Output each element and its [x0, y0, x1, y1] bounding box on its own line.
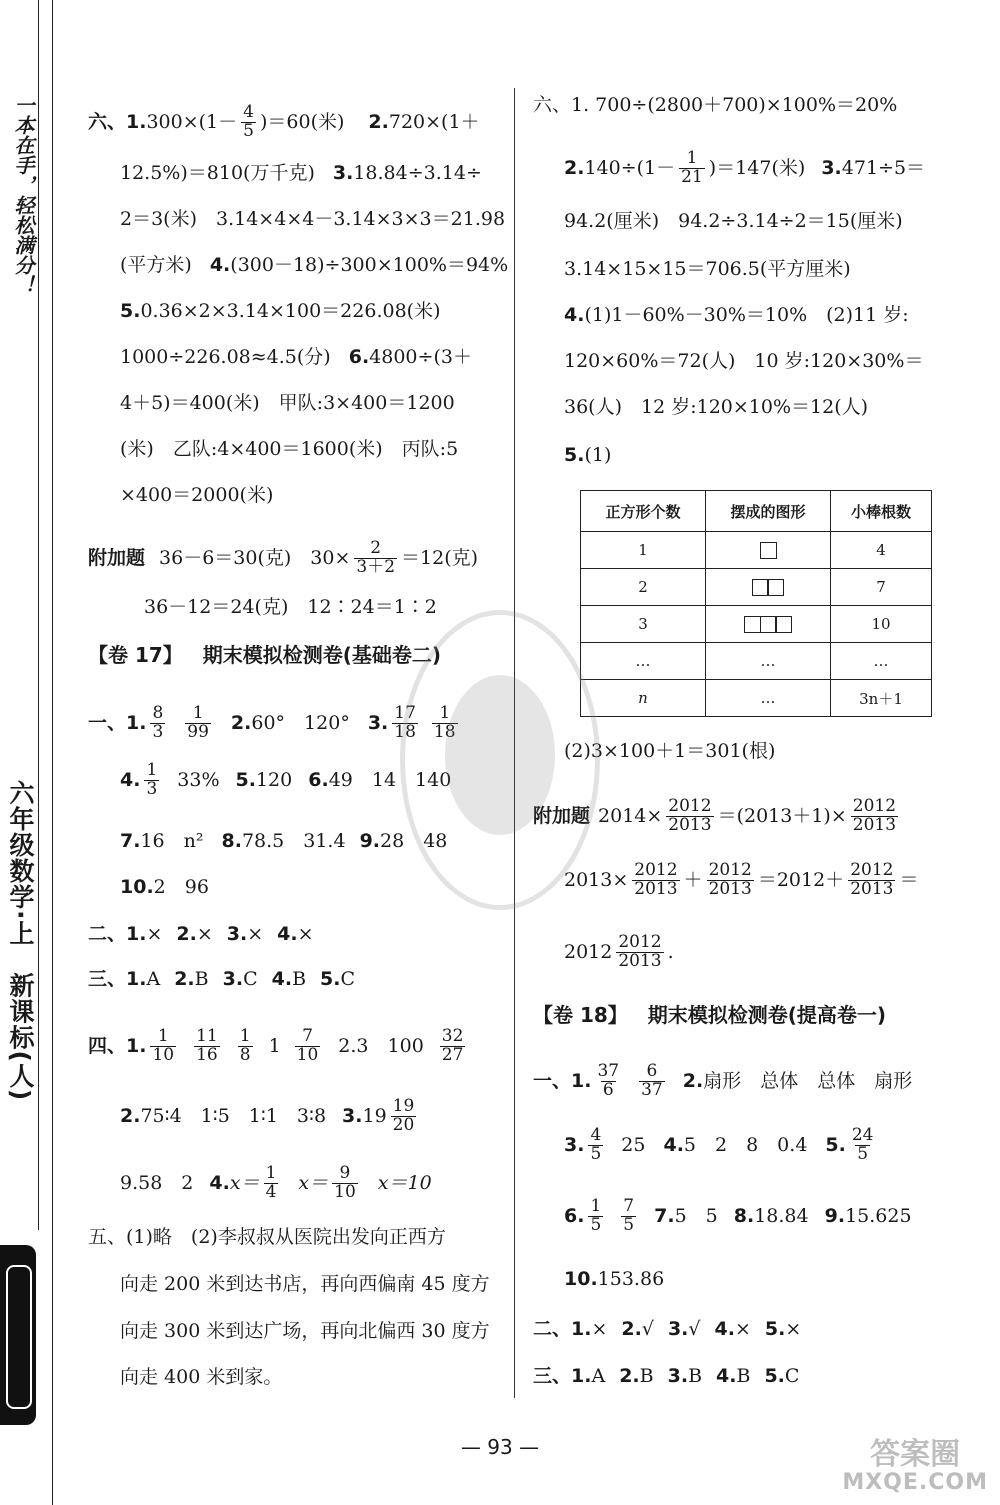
answer-mark: × — [196, 923, 213, 945]
sidebar-rule-outer — [52, 0, 53, 1505]
answer-mark: × — [785, 1318, 802, 1340]
fraction — [238, 1028, 253, 1065]
paper-label: 【卷 18】 — [533, 1003, 628, 1027]
q-number: 二、1. — [533, 1318, 592, 1340]
watermark-text: 答案圈 — [870, 1436, 961, 1472]
fraction-numerator: 8 — [152, 703, 164, 723]
q-number: 5. — [764, 1365, 785, 1387]
q-number: 4. — [663, 1133, 684, 1156]
fraction-numerator: 1 — [192, 703, 204, 723]
fraction — [621, 1198, 636, 1235]
q-number: 二、1. — [88, 923, 147, 945]
left-extra-line2: 36－12＝24(克) 12∶24＝1∶2 — [144, 596, 437, 618]
q-number: 2. — [120, 1104, 141, 1127]
fraction-denominator: 2013 — [708, 878, 752, 899]
fraction — [707, 862, 754, 899]
squares-table — [580, 490, 932, 717]
answer-choice: C — [340, 968, 356, 990]
fraction — [432, 705, 458, 742]
sidebar-book-title: 六年级数学·上 新课标(人) — [6, 780, 35, 1102]
fraction-denominator: 8 — [239, 1044, 251, 1065]
table-cell: … — [706, 680, 831, 717]
answer-choice: B — [292, 968, 307, 990]
right-extra-line1 — [533, 798, 902, 835]
right-s6-line1: 六、1. 700÷(2800＋700)×100%＝20% — [533, 94, 898, 116]
fraction-denominator: 18 — [433, 721, 456, 742]
fraction-numerator: 6 — [646, 1061, 658, 1081]
fraction-numerator: 1 — [146, 760, 158, 780]
answer-text: 120 — [255, 768, 293, 791]
left-p4-row1 — [88, 1028, 469, 1065]
fraction-denominator: 4 — [265, 1181, 277, 1202]
left-s6-line4 — [120, 256, 508, 275]
q-number: 四、1. — [88, 1034, 147, 1057]
fraction-denominator: 18 — [394, 721, 416, 742]
left-p4-row3 — [120, 1165, 432, 1202]
sidebar — [0, 0, 62, 1505]
left-p4-row2 — [120, 1098, 420, 1135]
q-number: 4. — [271, 968, 293, 990]
fraction-numerator: 2 — [370, 538, 382, 558]
answer-text: 720×(1＋ — [388, 110, 480, 133]
left-extra-line1 — [88, 540, 478, 577]
q-number: 4. — [120, 768, 141, 791]
q-number: 5. — [235, 768, 256, 791]
answer-text: ＝(2013＋1)× — [717, 804, 847, 827]
left-p5-line2: 向走 200 米到达书店，再向西偏南 45 度方 — [120, 1273, 490, 1295]
fraction-denominator: 3＋2 — [356, 556, 396, 577]
answer-text: 25 — [621, 1133, 646, 1156]
table-cell: … — [581, 643, 706, 680]
square-shape-1 — [706, 532, 831, 569]
answer-text: (300－18)÷300×100%＝94% — [230, 254, 509, 276]
fraction-denominator: 3 — [152, 721, 164, 742]
answer-text: 19 — [362, 1104, 387, 1127]
q-number: 5. — [320, 968, 341, 990]
answer-text: 18.84 — [754, 1204, 809, 1227]
answer-text: (1)1－60%－30%＝10% (2)11 岁: — [584, 304, 909, 326]
answer-text: 15.625 — [845, 1204, 912, 1227]
left-s6-line9: ×400＝2000(米) — [120, 484, 274, 506]
answer-mark: × — [297, 923, 314, 945]
fraction-numerator: 2012 — [618, 932, 662, 952]
q-number: 8. — [733, 1204, 755, 1227]
answer-text: 2 96 — [153, 876, 209, 898]
q-number: 9. — [824, 1204, 846, 1227]
fraction — [264, 1165, 279, 1202]
answer-text: 4800÷(3＋ — [369, 346, 472, 368]
watermark-url: MXQE.COM — [842, 1469, 988, 1495]
answer-text: (1) — [584, 444, 612, 466]
fraction-denominator: 21 — [681, 166, 703, 187]
left-p3 — [88, 970, 355, 989]
fraction-denominator: 5 — [857, 1143, 869, 1164]
fraction — [185, 705, 211, 742]
q-number: 3. — [667, 1365, 689, 1387]
right-s6-line6: 120×60%＝72(人) 10 岁:120×30%＝ — [564, 350, 924, 372]
answer-choice: B — [194, 968, 209, 990]
answer-text: . — [667, 940, 674, 963]
fraction-numerator: 2012 — [852, 796, 897, 816]
q-number: 9. — [359, 830, 381, 852]
fraction-numerator: 4 — [243, 102, 254, 122]
fraction — [850, 1127, 876, 1164]
q-number: 5. — [120, 300, 141, 322]
right-p1-row2 — [564, 1127, 880, 1164]
fraction — [194, 1028, 220, 1065]
answer-text: 75∶4 1∶5 1∶1 3∶8 — [140, 1104, 327, 1127]
answer-choice: A — [146, 968, 161, 990]
answer-text: ＋ — [683, 868, 703, 891]
right-extra-line2 — [564, 862, 918, 899]
right-p3 — [533, 1367, 799, 1386]
fraction-denominator: 2013 — [668, 814, 712, 835]
table-cell: 1 — [581, 532, 706, 569]
answer-text: 49 14 140 — [328, 768, 452, 791]
fraction-numerator: 1 — [265, 1163, 277, 1183]
fraction-denominator: 2013 — [852, 814, 897, 835]
fraction-denominator: 6 — [602, 1079, 614, 1100]
q-number: 3. — [821, 156, 842, 179]
answer-text: 2012 — [564, 940, 613, 963]
answer-text: 扇形 总体 总体 扇形 — [703, 1069, 913, 1092]
fraction-denominator: 20 — [392, 1114, 415, 1135]
answer-text: 33% — [177, 768, 220, 791]
right-s6-line4: 3.14×15×15＝706.5(平方厘米) — [564, 258, 851, 280]
answer-text: 1000÷226.08≈4.5(分) — [120, 346, 331, 368]
fraction-denominator: 5 — [623, 1214, 635, 1235]
answer-text: )＝60(米) — [259, 110, 345, 133]
q-number: 4. — [716, 1365, 737, 1387]
q-number: 6. — [308, 768, 329, 791]
q-number: 3. — [667, 1318, 689, 1340]
left-s6-line5 — [120, 302, 440, 321]
q-number: 三、1. — [533, 1365, 592, 1387]
fraction-denominator: 99 — [187, 721, 209, 742]
table-row — [581, 569, 932, 606]
fraction-numerator: 2012 — [850, 860, 894, 880]
left-p2 — [88, 925, 314, 944]
fraction-denominator: 37 — [641, 1079, 663, 1100]
fraction-denominator: 27 — [441, 1044, 464, 1065]
left-s6-line8: (米) 乙队:4×400＝1600(米) 丙队:5 — [120, 438, 459, 460]
q-number: 5. — [825, 1133, 846, 1156]
answer-text: x＝10 — [377, 1171, 432, 1194]
answer-text: 16 n² — [140, 830, 204, 852]
answer-choice: C — [784, 1365, 800, 1387]
q-number: 六、1. — [88, 110, 147, 133]
answer-text: 36－6＝30(克) 30× — [159, 546, 351, 569]
answer-mark: × — [734, 1318, 751, 1340]
q-number: 2. — [564, 156, 585, 179]
fraction — [144, 762, 159, 799]
fraction — [150, 1028, 176, 1065]
right-q5b: (2)3×100＋1＝301(根) — [564, 740, 776, 762]
section-heading-juan17 — [88, 645, 441, 665]
answer-text: 140÷ — [584, 156, 637, 179]
answer-text: 300× — [146, 110, 199, 133]
fraction-numerator: 2012 — [708, 860, 752, 880]
fraction-denominator: 5 — [590, 1214, 602, 1235]
q-number: 一、1. — [88, 711, 147, 734]
answer-text: x＝ — [229, 1171, 260, 1194]
table-row — [581, 643, 932, 680]
sidebar-slogan: 一本在手，轻松满分！ — [11, 95, 35, 295]
answer-mark: √ — [688, 1318, 701, 1340]
q-number: 5. — [764, 1318, 786, 1340]
fraction-numerator: 32 — [441, 1026, 464, 1046]
fraction-numerator: 19 — [392, 1096, 415, 1116]
fraction — [616, 934, 663, 971]
answer-choice: B — [736, 1365, 751, 1387]
left-s6-line6 — [120, 348, 472, 367]
right-s6-line3: 94.2(厘米) 94.2÷3.14÷2＝15(厘米) — [564, 210, 903, 232]
table-row — [581, 532, 932, 569]
answer-text: 9.58 2 — [120, 1171, 194, 1194]
right-p2 — [533, 1320, 801, 1339]
fraction — [666, 798, 713, 835]
answer-choice: A — [591, 1365, 606, 1387]
q-number: 3. — [342, 1104, 363, 1127]
paper-title: 期末模拟检测卷(基础卷二) — [202, 643, 442, 667]
q-number: 10. — [120, 876, 154, 898]
left-p1-row4 — [120, 878, 209, 897]
q-number: 4. — [277, 923, 298, 945]
q-number: 3. — [226, 923, 248, 945]
table-header: 小棒根数 — [831, 491, 932, 532]
table-cell: … — [831, 643, 932, 680]
answer-text: (1－ — [198, 110, 238, 133]
right-s6-line5 — [564, 306, 909, 325]
answer-text: 78.5 31.4 — [241, 830, 346, 852]
q-number: 2. — [682, 1069, 704, 1092]
q-number: 3. — [564, 1133, 585, 1156]
table-cell: 7 — [831, 569, 932, 606]
answer-text: ＝12(克) — [401, 546, 479, 569]
q-number: 2. — [368, 110, 389, 133]
fraction-numerator: 1 — [686, 148, 698, 168]
fraction-denominator: 10 — [296, 1044, 319, 1065]
table-cell: 3 — [581, 606, 706, 643]
q-number: 7. — [120, 830, 141, 852]
fraction — [632, 862, 679, 899]
q-number: 2. — [176, 923, 197, 945]
q-number: 2. — [230, 711, 252, 734]
table-cell: 10 — [831, 606, 932, 643]
answer-text: 2014× — [598, 804, 663, 827]
right-p1-row3 — [564, 1198, 912, 1235]
answer-text: x＝ — [298, 1171, 329, 1194]
q-number: 2. — [619, 1365, 640, 1387]
fraction-numerator: 17 — [394, 703, 416, 723]
answer-mark: × — [591, 1318, 608, 1340]
fraction — [851, 798, 898, 835]
fraction — [588, 1127, 603, 1164]
square-shape-3 — [706, 606, 831, 643]
table-cell: 2 — [581, 569, 706, 606]
answer-text: (1－ — [636, 156, 676, 179]
fraction-numerator: 1 — [239, 1026, 251, 1046]
answer-text: 471÷5＝ — [841, 156, 926, 179]
page-number: — 93 — — [460, 1435, 540, 1459]
table-cell: 4 — [831, 532, 932, 569]
answer-text: 18.84÷3.14÷ — [353, 162, 482, 184]
q-number: 4. — [714, 1318, 735, 1340]
answer-mark: √ — [641, 1318, 654, 1340]
answer-choice: B — [688, 1365, 703, 1387]
left-s6-line3: 2＝3(米) 3.14×4×4－3.14×3×3＝21.98 — [120, 208, 506, 230]
answer-text: 28 48 — [380, 830, 448, 852]
fraction — [848, 862, 895, 899]
fraction-denominator: 2013 — [850, 878, 894, 899]
q-number: 3. — [367, 711, 389, 734]
fraction-numerator: 2012 — [668, 796, 712, 816]
q-number: 10. — [564, 1268, 598, 1290]
q-number: 8. — [221, 830, 242, 852]
table-cell: 3n＋1 — [831, 680, 932, 717]
fraction — [440, 1028, 466, 1065]
left-s6-line7: 4＋5)＝400(米) 甲队:3×400＝1200 — [120, 392, 455, 414]
answer-choice: B — [639, 1365, 654, 1387]
answer-text: 12.5%)＝810(万千克) — [120, 162, 315, 184]
q-number: 6. — [564, 1204, 585, 1227]
q-number: 一、1. — [533, 1069, 592, 1092]
table-header-row — [581, 491, 932, 532]
fraction-numerator: 11 — [196, 1026, 218, 1046]
answer-text: ＝ — [899, 868, 919, 891]
fraction-denominator: 2013 — [618, 950, 662, 971]
answer-text: 153.86 — [597, 1268, 665, 1290]
fraction — [150, 705, 165, 742]
q-number: 3. — [222, 968, 244, 990]
fraction-numerator: 7 — [623, 1196, 635, 1216]
q-number: 4. — [564, 304, 585, 326]
fraction — [392, 705, 418, 742]
fraction-numerator: 37 — [597, 1061, 620, 1081]
fraction-denominator: 3 — [146, 778, 158, 799]
left-p5-line4: 向走 400 米到家。 — [120, 1366, 283, 1388]
fraction — [295, 1028, 321, 1065]
left-p5-line1: 五、(1)略 (2)李叔叔从医院出发向正西方 — [88, 1226, 446, 1248]
answer-text: 2013× — [564, 868, 629, 891]
right-extra-line3 — [564, 934, 674, 971]
table-header: 摆成的图形 — [706, 491, 831, 532]
answer-text: 5 2 8 0.4 — [683, 1133, 808, 1156]
q-number: 2. — [621, 1318, 642, 1340]
table-header: 正方形个数 — [581, 491, 706, 532]
fraction — [588, 1198, 603, 1235]
publisher-logo-icon — [0, 1245, 36, 1425]
bonus-label: 附加题 — [88, 546, 146, 569]
fraction-numerator: 24 — [851, 1125, 874, 1145]
q-number: 4. — [209, 254, 231, 276]
answer-text: 1 — [268, 1034, 281, 1057]
q-number: 2. — [174, 968, 195, 990]
table-row — [581, 680, 932, 717]
answer-text: 2.3 100 — [338, 1034, 424, 1057]
paper-label: 【卷 17】 — [88, 643, 183, 667]
fraction — [332, 1165, 358, 1202]
table-cell: n — [581, 680, 706, 717]
q-number: 4. — [209, 1171, 230, 1194]
fraction — [679, 150, 705, 187]
fraction — [391, 1098, 417, 1135]
fraction-numerator: 7 — [302, 1026, 313, 1046]
fraction — [354, 540, 397, 577]
q-number: 3. — [332, 162, 354, 184]
fraction-numerator: 9 — [339, 1163, 351, 1183]
q-number: 6. — [348, 346, 370, 368]
left-p1-row2 — [120, 762, 451, 799]
column-divider — [514, 88, 515, 1398]
watermark-logo — [842, 1438, 988, 1495]
answer-mark: × — [146, 923, 163, 945]
fraction — [595, 1063, 621, 1100]
right-p1-row1 — [533, 1063, 912, 1100]
answer-mark: × — [247, 923, 264, 945]
fraction-denominator: 10 — [334, 1181, 356, 1202]
fraction-numerator: 4 — [590, 1125, 602, 1145]
q-number: 5. — [564, 444, 585, 466]
answer-text: )＝147(米) — [708, 156, 806, 179]
fraction-denominator: 2013 — [634, 878, 678, 899]
fraction-denominator: 5 — [590, 1143, 602, 1164]
bonus-label: 附加题 — [533, 804, 591, 827]
left-p1-row3 — [120, 832, 447, 851]
section-heading-juan18 — [533, 1005, 886, 1025]
fraction-denominator: 5 — [243, 120, 254, 141]
answer-text: 0.36×2×3.14×100＝226.08(米) — [140, 300, 441, 322]
right-s6-line7: 36(人) 12 岁:120×10%＝12(人) — [564, 396, 869, 418]
sidebar-rule — [38, 0, 39, 1230]
answer-text: ＝2012＋ — [757, 868, 845, 891]
answer-text: 60° 120° — [251, 711, 350, 734]
fraction-numerator: 1 — [439, 703, 451, 723]
left-s6-line2 — [120, 164, 482, 183]
left-p1-row1 — [88, 705, 462, 742]
q-number: 7. — [654, 1204, 675, 1227]
fraction-denominator: 10 — [152, 1044, 175, 1065]
fraction-numerator: 1 — [157, 1026, 169, 1046]
right-s6-line2 — [564, 150, 925, 187]
answer-text: 5 5 — [674, 1204, 718, 1227]
fraction-numerator: 2012 — [634, 860, 678, 880]
left-s6-line1 — [88, 104, 480, 141]
table-cell: … — [706, 643, 831, 680]
fraction — [639, 1063, 665, 1100]
answer-text: (平方米) — [120, 254, 192, 276]
left-p5-line3: 向走 300 米到达广场，再向北偏西 30 度方 — [120, 1320, 490, 1342]
q-number: 三、1. — [88, 968, 147, 990]
right-s6-line8 — [564, 446, 611, 465]
paper-title: 期末模拟检测卷(提高卷一) — [647, 1003, 887, 1027]
fraction — [241, 104, 256, 141]
right-p1-row4 — [564, 1270, 664, 1289]
table-row — [581, 606, 932, 643]
fraction-numerator: 1 — [590, 1196, 602, 1216]
square-shape-2 — [706, 569, 831, 606]
fraction-denominator: 16 — [196, 1044, 218, 1065]
answer-choice: C — [243, 968, 258, 990]
